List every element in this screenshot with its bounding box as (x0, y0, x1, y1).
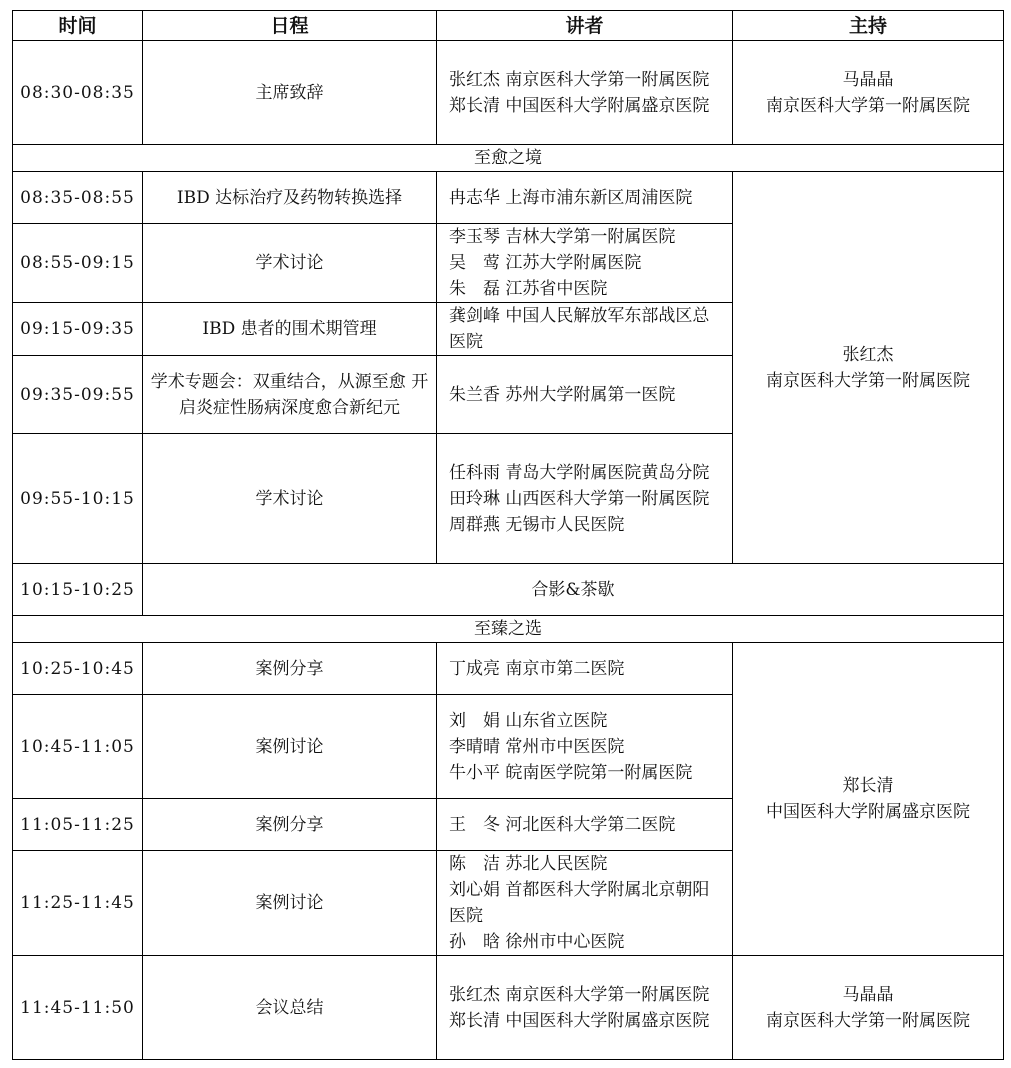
header-speaker: 讲者 (437, 11, 733, 41)
table-row (13, 956, 1004, 1060)
section-title: 至臻之选 (13, 616, 1004, 643)
speaker-entry: 陈 洁 苏北人民医院 (449, 854, 608, 874)
speaker-entry: 冉志华 上海市浦东新区周浦医院 (449, 187, 693, 208)
section-row (13, 145, 1004, 172)
speaker-cell (437, 224, 733, 303)
time-cell: 11:45-11:50 (13, 956, 143, 1060)
schedule-cell: 主席致辞 (143, 41, 437, 145)
speaker-entry: 刘 娟 山东省立医院 (449, 710, 608, 731)
time-cell: 09:15-09:35 (13, 303, 143, 356)
speaker-entry: 孙 晗 徐州市中心医院 (449, 932, 625, 952)
speaker-entry: 丁成亮 南京市第二医院 (449, 658, 625, 679)
schedule-cell: 学术讨论 (143, 224, 437, 303)
break-cell: 合影&茶歇 (143, 564, 1004, 616)
table-row (13, 41, 1004, 145)
section-title: 至愈之境 (13, 145, 1004, 172)
time-cell: 08:30-08:35 (13, 41, 143, 145)
section-row (13, 616, 1004, 643)
speaker-cell (437, 434, 733, 564)
time-cell: 08:35-08:55 (13, 172, 143, 224)
host-org: 南京医科大学第一附属医院 (766, 1010, 970, 1031)
speaker-entry: 任科雨 青岛大学附属医院黄岛分院 (449, 462, 710, 483)
schedule-cell: IBD 达标治疗及药物转换选择 (143, 172, 437, 224)
speaker-entry: 郑长清 中国医科大学附属盛京医院 (449, 1010, 710, 1031)
speaker-cell (437, 303, 733, 356)
speaker-entry: 王 冬 河北医科大学第二医院 (449, 814, 676, 835)
speaker-cell (437, 41, 733, 145)
host-org: 中国医科大学附属盛京医院 (766, 802, 970, 822)
speaker-cell (437, 643, 733, 695)
time-cell: 11:25-11:45 (13, 851, 143, 956)
speaker-entry: 吴 莺 江苏大学附属医院 (449, 253, 642, 273)
host-name: 郑长清 (842, 776, 894, 796)
agenda-table (12, 10, 1004, 1060)
time-cell: 10:15-10:25 (13, 564, 143, 616)
speaker-entry: 龚剑峰 中国人民解放军东部战区总医院 (449, 306, 710, 352)
time-cell: 08:55-09:15 (13, 224, 143, 303)
table-row (13, 643, 1004, 695)
header-schedule: 日程 (143, 11, 437, 41)
time-cell: 10:45-11:05 (13, 695, 143, 799)
header-row (13, 11, 1004, 41)
schedule-cell: 会议总结 (143, 956, 437, 1060)
header-host: 主持 (733, 11, 1004, 41)
schedule-cell: 案例讨论 (143, 851, 437, 956)
time-cell: 09:35-09:55 (13, 356, 143, 434)
speaker-entry: 张红杰 南京医科大学第一附属医院 (449, 69, 710, 90)
host-org: 南京医科大学第一附属医院 (766, 370, 970, 391)
table-row (13, 564, 1004, 616)
host-cell (733, 41, 1004, 145)
speaker-entry: 田玲琳 山西医科大学第一附属医院 (449, 488, 710, 509)
speaker-entry: 郑长清 中国医科大学附属盛京医院 (449, 95, 710, 116)
schedule-cell: IBD 患者的围术期管理 (143, 303, 437, 356)
speaker-cell (437, 956, 733, 1060)
speaker-entry: 张红杰 南京医科大学第一附属医院 (449, 984, 710, 1005)
speaker-cell (437, 356, 733, 434)
schedule-cell: 案例分享 (143, 799, 437, 851)
schedule-cell: 案例分享 (143, 643, 437, 695)
host-cell (733, 956, 1004, 1060)
schedule-cell: 学术专题会：双重结合，从源至愈 开启炎症性肠病深度愈合新纪元 (143, 356, 437, 434)
speaker-cell (437, 695, 733, 799)
time-cell: 10:25-10:45 (13, 643, 143, 695)
host-org: 南京医科大学第一附属医院 (766, 95, 970, 116)
table-row (13, 172, 1004, 224)
host-cell (733, 643, 1004, 956)
speaker-entry: 李晴晴 常州市中医医院 (449, 736, 625, 757)
speaker-cell (437, 799, 733, 851)
speaker-entry: 朱兰香 苏州大学附属第一医院 (449, 384, 676, 405)
schedule-cell: 案例讨论 (143, 695, 437, 799)
speaker-entry: 李玉琴 吉林大学第一附属医院 (449, 227, 676, 247)
schedule-cell: 学术讨论 (143, 434, 437, 564)
host-name: 马晶晶 (842, 984, 894, 1005)
host-name: 马晶晶 (842, 69, 894, 90)
speaker-entry: 牛小平 皖南医学院第一附属医院 (449, 762, 693, 783)
speaker-cell (437, 172, 733, 224)
speaker-entry: 刘心娟 首都医科大学附属北京朝阳医院 (449, 880, 710, 926)
speaker-cell (437, 851, 733, 956)
time-cell: 09:55-10:15 (13, 434, 143, 564)
speaker-entry: 周群燕 无锡市人民医院 (449, 514, 625, 535)
host-name: 张红杰 (842, 344, 894, 365)
time-cell: 11:05-11:25 (13, 799, 143, 851)
host-cell (733, 172, 1004, 564)
header-time: 时间 (13, 11, 143, 41)
speaker-entry: 朱 磊 江苏省中医院 (449, 279, 608, 299)
